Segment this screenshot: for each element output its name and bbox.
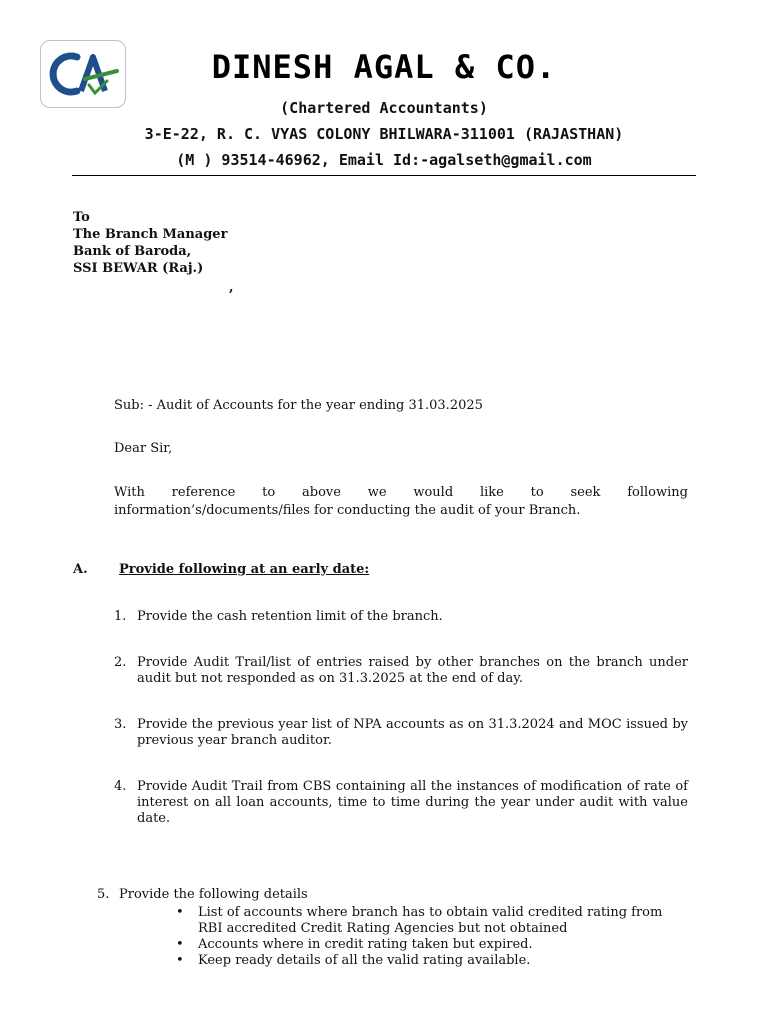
firm-name: DINESH AGAL & CO. <box>211 48 557 86</box>
bullet-item <box>176 905 688 937</box>
details-bullet-list <box>176 905 688 969</box>
list-item <box>114 779 688 827</box>
section-a-letter: A. <box>73 562 88 577</box>
firm-contact: (M ) 93514-46962, Email Id:-agalseth@gmail.com <box>176 151 592 169</box>
list-item-number: 2. <box>114 655 127 670</box>
bullet-icon: • <box>176 937 184 952</box>
firm-address: 3-E-22, R. C. VYAS COLONY BHILWARA-311001 (RAJASTHAN) <box>144 125 624 143</box>
list-item-text: Provide the previous year list of NPA accounts as on 31.3.2024 and MOC issued by previous year branch auditor. <box>137 717 688 748</box>
bullet-text: Accounts where in credit rating taken but expired. <box>198 937 533 952</box>
list-item <box>114 717 688 749</box>
letter-subject: Sub: - Audit of Accounts for the year ending 31.03.2025 <box>114 398 483 413</box>
bullet-text: List of accounts where branch has to obtain valid credited rating from RBI accredited Credit Rating Agencies but not obtained <box>198 905 663 936</box>
addressee-comma: , <box>229 280 234 295</box>
list-item-number: 3. <box>114 717 127 732</box>
bullet-item <box>176 953 688 969</box>
letterhead-divider <box>72 175 696 176</box>
list-item <box>114 655 688 687</box>
list-item-5-text: Provide the following details <box>119 887 308 902</box>
bullet-text: Keep ready details of all the valid rating available. <box>198 953 531 968</box>
list-item-text: Provide Audit Trail/list of entries raised by other branches on the branch under audit but not responded as on 31.3.2025 at the end of day. <box>137 655 688 686</box>
bullet-icon: • <box>176 953 184 968</box>
intro-line-1: With reference to above we would like to seek following <box>114 485 688 500</box>
firm-designation: (Chartered Accountants) <box>280 99 488 117</box>
addressee-line-2: Bank of Baroda, <box>73 244 192 259</box>
bullet-icon: • <box>176 905 184 920</box>
list-item-5-number: 5. <box>97 887 110 902</box>
bullet-item <box>176 937 688 953</box>
section-a-title: Provide following at an early date: <box>119 562 370 577</box>
list-item-text: Provide Audit Trail from CBS containing all the instances of modification of rate of interest on all loan accounts, time to time during the year under audit with value date. <box>137 779 688 826</box>
letter-salutation: Dear Sir, <box>114 441 173 456</box>
addressee-line-3: SSI BEWAR (Raj.) <box>73 261 204 276</box>
list-item-number: 1. <box>114 609 127 624</box>
addressee-line-1: The Branch Manager <box>73 227 228 242</box>
intro-line-2: information’s/documents/files for conducting the audit of your Branch. <box>114 503 581 518</box>
addressee-to: To <box>73 210 90 225</box>
list-item-number: 4. <box>114 779 127 794</box>
list-item <box>114 609 688 625</box>
list-item-text: Provide the cash retention limit of the branch. <box>137 609 443 624</box>
